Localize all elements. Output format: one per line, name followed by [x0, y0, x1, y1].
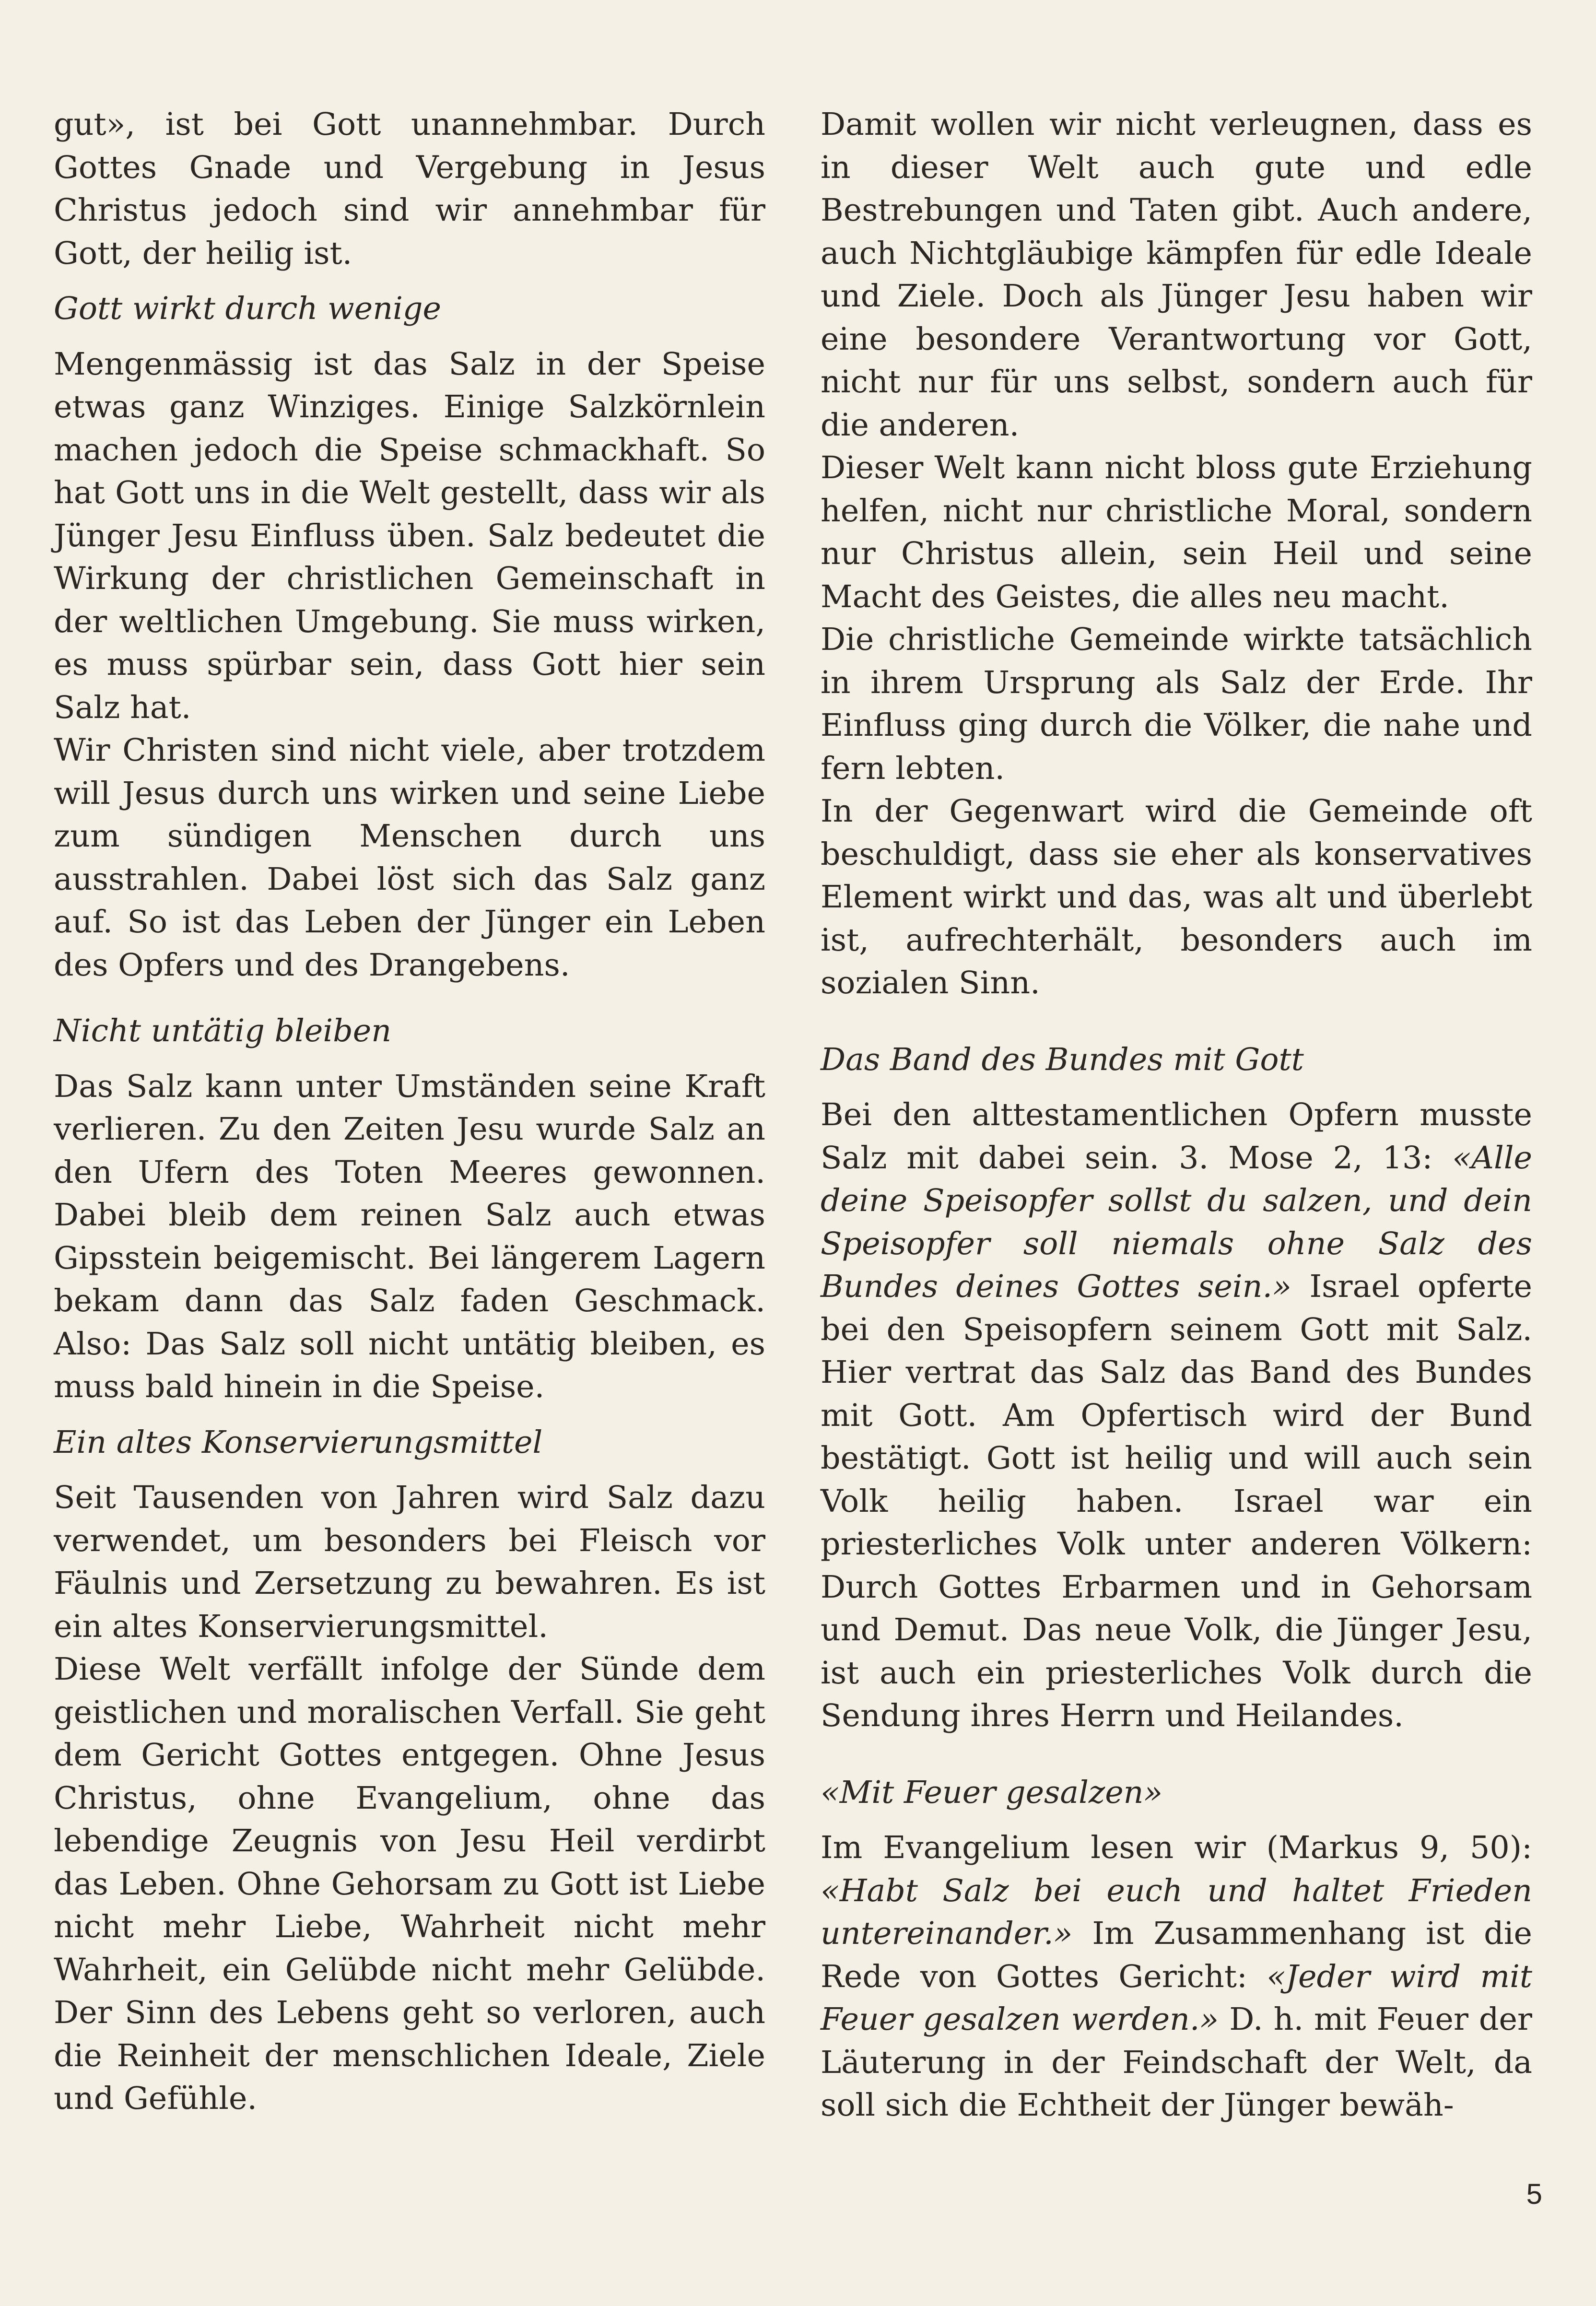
paragraph: Die christliche Gemeinde wirkte tatsächlich in ihrem Ursprung als Salz der Erde. Ihr Einfluss ging durch die Völker, die nahe und fern lebten.: [821, 622, 1532, 787]
scripture-quote: «Habt Salz bei euch und haltet Frieden untereinander.»: [821, 1872, 1532, 1952]
text-run: D. h. mit Feuer der Läuterung in der Feindschaft der Welt, da soll sich die Echtheit der Jünger bewäh-: [821, 2001, 1532, 2123]
section-heading-nicht-untaetig: Nicht untätig bleiben: [54, 1013, 392, 1049]
text-run: Im Evangelium lesen wir (Markus 9, 50):: [821, 1830, 1532, 1866]
paragraph: In der Gegenwart wird die Gemeinde oft beschuldigt, dass sie eher als konservatives Element wirkt und das, was alt und überlebt ist, aufrechterhält, besonders auch im sozialen Sinn.: [821, 793, 1532, 1001]
text-run: Israel opferte bei den Speisopfern seinem Gott mit Salz. Hier vertrat das Salz das Band des Bundes mit Gott. Am Opfertisch wird der Bund bestätigt. Gott ist heilig und will auch sein Volk heilig haben. Israel war ein priesterliches Volk unter anderen Völkern: Durch Gottes Erbarmen und in Gehorsam und Demut. Das neue Volk, die Jünger Jesu, ist auch ein priesterliches Volk durch die Sendung ihres Herrn und Heilandes.: [821, 1269, 1532, 1734]
paragraph: [821, 1094, 1532, 1738]
scripture-quote: «Jeder wird mit Feuer gesalzen werden.»: [821, 1958, 1532, 2037]
left-column: [54, 103, 765, 2120]
paragraph: Seit Tausenden von Jahren wird Salz dazu verwendet, um besonders bei Fleisch vor Fäulnis und Zersetzung zu bewahren. Es ist ein altes Konservierungsmittel.: [54, 1480, 765, 1645]
paragraph: Das Salz kann unter Umständen seine Kraft verlieren. Zu den Zeiten Jesu wurde Salz an den Ufern des Toten Meeres gewonnen. Dabei bleib dem reinen Salz auch etwas Gipsstein beigemischt. Bei längerem Lagern bekam dann das Salz faden Geschmack. Also: Das Salz soll nicht untätig bleiben, es muss bald hinein in die Speise.: [54, 1068, 765, 1405]
paragraph: Diese Welt verfällt infolge der Sünde dem geistlichen und moralischen Verfall. Sie geht dem Gericht Gottes entgegen. Ohne Jesus Christus, ohne Evangelium, ohne das lebendige Zeugnis von Jesu Heil verdirbt das Leben. Ohne Gehorsam zu Gott ist Liebe nicht mehr Liebe, Wahrheit nicht mehr Wahrheit, ein Gelübde nicht mehr Gelübde. Der Sinn des Lebens geht so verloren, auch die Reinheit der menschlichen Ideale, Ziele und Gefühle.: [54, 1651, 765, 2117]
text-run: Im Zusammenhang ist die Rede von Gottes Gericht:: [821, 1916, 1532, 1995]
scripture-quote: «Alle deine Speisopfer sollst du salzen, und dein Speisopfer soll niemals ohne Salz des Bundes deines Gottes sein.»: [821, 1140, 1532, 1305]
section-heading-band-des-bundes: Das Band des Bundes mit Gott: [821, 1041, 1304, 1078]
section-heading-konservierungsmittel: Ein altes Konservierungsmittel: [54, 1424, 543, 1460]
paragraph: Damit wollen wir nicht verleugnen, dass es in dieser Welt auch gute und edle Bestrebungen und Taten gibt. Auch andere, auch Nichtgläubige kämpfen für edle Ideale und Ziele. Doch als Jünger Jesu haben wir eine besondere Verantwortung vor Gott, nicht nur für uns selbst, sondern auch für die anderen.: [821, 106, 1532, 443]
section-heading-gott-wirkt: Gott wirkt durch wenige: [54, 291, 441, 327]
paragraph: gut», ist bei Gott unannehmbar. Durch Gottes Gnade und Vergebung in Jesus Christus jedoch sind wir annehmbar für Gott, der heilig ist.: [54, 106, 765, 271]
right-column: [821, 103, 1532, 2127]
paragraph: [821, 1826, 1532, 2127]
paragraph: Wir Christen sind nicht viele, aber trotzdem will Jesus durch uns wirken und seine Liebe zum sündigen Menschen durch uns ausstrahlen. Dabei löst sich das Salz ganz auf. So ist das Leben der Jünger ein Leben des Opfers und des Drangebens.: [54, 732, 765, 983]
paragraph: Mengenmässig ist das Salz in der Speise etwas ganz Winziges. Einige Salzkörnlein machen jedoch die Speise schmackhaft. So hat Gott uns in die Welt gestellt, dass wir als Jünger Jesu Einfluss üben. Salz bedeutet die Wirkung der christlichen Gemeinschaft in der weltlichen Umgebung. Sie muss wirken, es muss spürbar sein, dass Gott hier sein Salz hat.: [54, 346, 765, 726]
text-run: Bei den alttestamentlichen Opfern musste Salz mit dabei sein. 3. Mose 2, 13:: [821, 1097, 1532, 1176]
section-heading-mit-feuer: «Mit Feuer gesalzen»: [821, 1774, 1163, 1811]
page-number: 5: [1526, 2178, 1542, 2210]
paragraph: Dieser Welt kann nicht bloss gute Erziehung helfen, nicht nur christliche Moral, sondern nur Christus allein, sein Heil und seine Macht des Geistes, die alles neu macht.: [821, 450, 1532, 615]
